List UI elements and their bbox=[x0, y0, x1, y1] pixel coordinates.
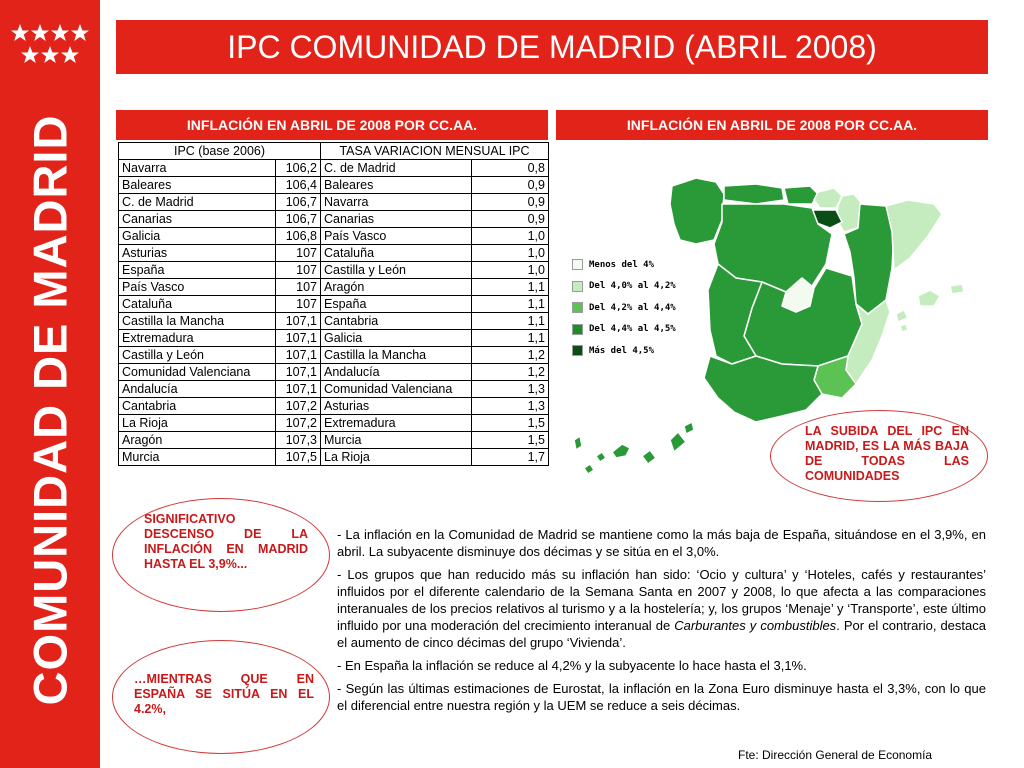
rate-region-cell: País Vasco bbox=[321, 228, 472, 245]
rate-region-cell: Extremadura bbox=[321, 415, 472, 432]
region-menorca bbox=[950, 284, 964, 294]
region-ibiza bbox=[896, 310, 908, 322]
table-row bbox=[119, 449, 549, 466]
ipc-region-cell: Baleares bbox=[119, 177, 276, 194]
ipc-value-cell: 106,7 bbox=[276, 211, 321, 228]
rate-region-cell: La Rioja bbox=[321, 449, 472, 466]
monthly-rate-column-header: TASA VARIACION MENSUAL IPC bbox=[321, 143, 549, 160]
page-title: IPC COMUNIDAD DE MADRID (ABRIL 2008) bbox=[116, 20, 988, 74]
rate-region-cell: C. de Madrid bbox=[321, 160, 472, 177]
rate-region-cell: Baleares bbox=[321, 177, 472, 194]
ipc-region-cell: Cataluña bbox=[119, 296, 276, 313]
ipc-value-cell: 106,2 bbox=[276, 160, 321, 177]
table-row bbox=[119, 330, 549, 347]
rate-value-cell: 1,2 bbox=[472, 347, 549, 364]
rate-region-cell: Castilla y León bbox=[321, 262, 472, 279]
table-row bbox=[119, 211, 549, 228]
ipc-value-cell: 107,3 bbox=[276, 432, 321, 449]
ipc-value-cell: 107,1 bbox=[276, 330, 321, 347]
table-row bbox=[119, 398, 549, 415]
table-row bbox=[119, 347, 549, 364]
rate-value-cell: 0,8 bbox=[472, 160, 549, 177]
ipc-region-cell: Extremadura bbox=[119, 330, 276, 347]
rate-region-cell: Aragón bbox=[321, 279, 472, 296]
rate-value-cell: 1,3 bbox=[472, 398, 549, 415]
ipc-table bbox=[118, 142, 549, 466]
legend-swatch bbox=[572, 281, 583, 292]
region-cataluna bbox=[886, 200, 942, 270]
ipc-region-cell: La Rioja bbox=[119, 415, 276, 432]
table-row bbox=[119, 432, 549, 449]
ipc-value-cell: 107 bbox=[276, 296, 321, 313]
rate-value-cell: 1,0 bbox=[472, 262, 549, 279]
rate-region-cell: Castilla la Mancha bbox=[321, 347, 472, 364]
region-gran-canaria bbox=[642, 450, 656, 464]
legend-swatch bbox=[572, 302, 583, 313]
table-row bbox=[119, 245, 549, 262]
rate-value-cell: 0,9 bbox=[472, 211, 549, 228]
table-section-header: INFLACIÓN EN ABRIL DE 2008 POR CC.AA. bbox=[116, 110, 548, 140]
map-legend bbox=[572, 254, 676, 362]
rate-region-cell: Galicia bbox=[321, 330, 472, 347]
ipc-region-cell: C. de Madrid bbox=[119, 194, 276, 211]
region-cantabria bbox=[784, 186, 818, 204]
callout-espana-text: …MIENTRAS QUE EN ESPAÑA SE SITÚA EN EL 4.2%, bbox=[134, 672, 314, 716]
table-row bbox=[119, 228, 549, 245]
ipc-region-cell: Castilla la Mancha bbox=[119, 313, 276, 330]
ipc-region-cell: Aragón bbox=[119, 432, 276, 449]
map-section-header: INFLACIÓN EN ABRIL DE 2008 POR CC.AA. bbox=[556, 110, 988, 140]
ipc-value-cell: 106,7 bbox=[276, 194, 321, 211]
rate-region-cell: Andalucía bbox=[321, 364, 472, 381]
legend-label: Menos del 4% bbox=[589, 259, 655, 270]
ipc-region-cell: Canarias bbox=[119, 211, 276, 228]
ipc-value-cell: 107 bbox=[276, 245, 321, 262]
ipc-value-cell: 107,5 bbox=[276, 449, 321, 466]
region-formentera bbox=[900, 324, 908, 332]
ipc-region-cell: Galicia bbox=[119, 228, 276, 245]
callout-descenso-text: SIGNIFICATIVO DESCENSO DE LA INFLACIÓN EN MADRID HASTA EL 3,9%... bbox=[144, 512, 308, 571]
table-header-row bbox=[119, 143, 549, 160]
table-row bbox=[119, 194, 549, 211]
rate-value-cell: 1,3 bbox=[472, 381, 549, 398]
region-lanzarote bbox=[684, 422, 694, 434]
legend-swatch bbox=[572, 345, 583, 356]
region-tenerife bbox=[612, 444, 630, 458]
ipc-value-cell: 107 bbox=[276, 262, 321, 279]
rate-value-cell: 1,0 bbox=[472, 228, 549, 245]
region-fuerteventura bbox=[670, 432, 686, 452]
ipc-value-cell: 107,2 bbox=[276, 398, 321, 415]
rate-value-cell: 1,7 bbox=[472, 449, 549, 466]
ipc-value-cell: 107,1 bbox=[276, 347, 321, 364]
madrid-stars-logo bbox=[10, 20, 90, 68]
legend-item bbox=[572, 297, 676, 319]
legend-label: Del 4,0% al 4,2% bbox=[589, 281, 676, 292]
table-row bbox=[119, 381, 549, 398]
ipc-base-column-header: IPC (base 2006) bbox=[119, 143, 321, 160]
analysis-text bbox=[337, 526, 986, 720]
legend-item bbox=[572, 254, 676, 276]
table-row bbox=[119, 415, 549, 432]
ipc-value-cell: 107,1 bbox=[276, 364, 321, 381]
ipc-region-cell: Andalucía bbox=[119, 381, 276, 398]
table-row bbox=[119, 160, 549, 177]
sidebar-title: COMUNIDAD DE MADRID bbox=[23, 114, 77, 706]
paragraph-groups: - Los grupos que han reducido más su inflación han sido: ‘Ocio y cultura’ y ‘Hoteles, cafés y restaurantes’ influidos por el diferente calendario de la Semana Santa en 2007 y 2008, lo que afecta a las comparaciones interanuales de los precios relativos al turismo y a la hostelería; y, los grupos ‘Menaje’ y ‘Transporte’, este último influido por una moderación del crecimiento interanual de Carburantes y combustibles. Por el contrario, destaca el aumento de cinco décimas del grupo ‘Vivienda’. bbox=[337, 567, 986, 650]
rate-value-cell: 1,5 bbox=[472, 432, 549, 449]
region-el-hierro bbox=[584, 464, 594, 474]
legend-item bbox=[572, 340, 676, 362]
rate-value-cell: 0,9 bbox=[472, 194, 549, 211]
rate-region-cell: Cataluña bbox=[321, 245, 472, 262]
legend-item bbox=[572, 276, 676, 298]
table-row bbox=[119, 262, 549, 279]
ipc-value-cell: 107 bbox=[276, 279, 321, 296]
ipc-region-cell: País Vasco bbox=[119, 279, 276, 296]
ipc-value-cell: 106,8 bbox=[276, 228, 321, 245]
paragraph-madrid-inflation: - La inflación en la Comunidad de Madrid se mantiene como la más baja de España, situándose en el 3,9%, en abril. La subyacente disminuye dos décimas y se sitúa en el 3,0%. bbox=[337, 527, 986, 559]
ipc-value-cell: 107,1 bbox=[276, 381, 321, 398]
rate-value-cell: 1,1 bbox=[472, 296, 549, 313]
sidebar bbox=[0, 0, 100, 768]
region-andalucia bbox=[704, 356, 822, 422]
table-row bbox=[119, 279, 549, 296]
rate-value-cell: 0,9 bbox=[472, 177, 549, 194]
source-note: Fte: Dirección General de Economía bbox=[738, 748, 933, 762]
rate-region-cell: Comunidad Valenciana bbox=[321, 381, 472, 398]
legend-swatch bbox=[572, 324, 583, 335]
legend-label: Del 4,4% al 4,5% bbox=[589, 324, 676, 335]
ipc-region-cell: Comunidad Valenciana bbox=[119, 364, 276, 381]
paragraph-spain-inflation: - En España la inflación se reduce al 4,2% y la subyacente lo hace hasta el 3,1%. bbox=[337, 658, 807, 673]
rate-value-cell: 1,0 bbox=[472, 245, 549, 262]
region-la-palma bbox=[574, 436, 582, 450]
legend-label: Más del 4,5% bbox=[589, 345, 655, 356]
rate-region-cell: Canarias bbox=[321, 211, 472, 228]
rate-value-cell: 1,1 bbox=[472, 313, 549, 330]
ipc-value-cell: 106,4 bbox=[276, 177, 321, 194]
rate-region-cell: España bbox=[321, 296, 472, 313]
ipc-region-cell: España bbox=[119, 262, 276, 279]
rate-value-cell: 1,5 bbox=[472, 415, 549, 432]
region-asturias bbox=[724, 184, 784, 204]
region-la-gomera bbox=[596, 452, 606, 462]
legend-label: Del 4,2% al 4,4% bbox=[589, 302, 676, 313]
rate-region-cell: Asturias bbox=[321, 398, 472, 415]
rate-value-cell: 1,2 bbox=[472, 364, 549, 381]
rate-region-cell: Navarra bbox=[321, 194, 472, 211]
rate-value-cell: 1,1 bbox=[472, 279, 549, 296]
paragraph-eurozone: - Según las últimas estimaciones de Eurostat, la inflación en la Zona Euro disminuye hasta el 3,3%, con lo que el diferencial entre nuestra región y la UEM se reduce a seis décimas. bbox=[337, 681, 986, 713]
callout-madrid-text: LA SUBIDA DEL IPC EN MADRID, ES LA MÁS BAJA DE TODAS LAS COMUNIDADES bbox=[805, 424, 969, 483]
legend-swatch bbox=[572, 259, 583, 270]
table-row bbox=[119, 177, 549, 194]
table-row bbox=[119, 296, 549, 313]
table-row bbox=[119, 364, 549, 381]
ipc-region-cell: Castilla y León bbox=[119, 347, 276, 364]
ipc-region-cell: Navarra bbox=[119, 160, 276, 177]
region-galicia bbox=[670, 178, 724, 244]
ipc-region-cell: Murcia bbox=[119, 449, 276, 466]
legend-item bbox=[572, 319, 676, 341]
table-row bbox=[119, 313, 549, 330]
rate-region-cell: Cantabria bbox=[321, 313, 472, 330]
ipc-value-cell: 107,2 bbox=[276, 415, 321, 432]
ipc-region-cell: Asturias bbox=[119, 245, 276, 262]
ipc-region-cell: Cantabria bbox=[119, 398, 276, 415]
rate-value-cell: 1,1 bbox=[472, 330, 549, 347]
ipc-value-cell: 107,1 bbox=[276, 313, 321, 330]
region-mallorca bbox=[918, 290, 940, 306]
rate-region-cell: Murcia bbox=[321, 432, 472, 449]
